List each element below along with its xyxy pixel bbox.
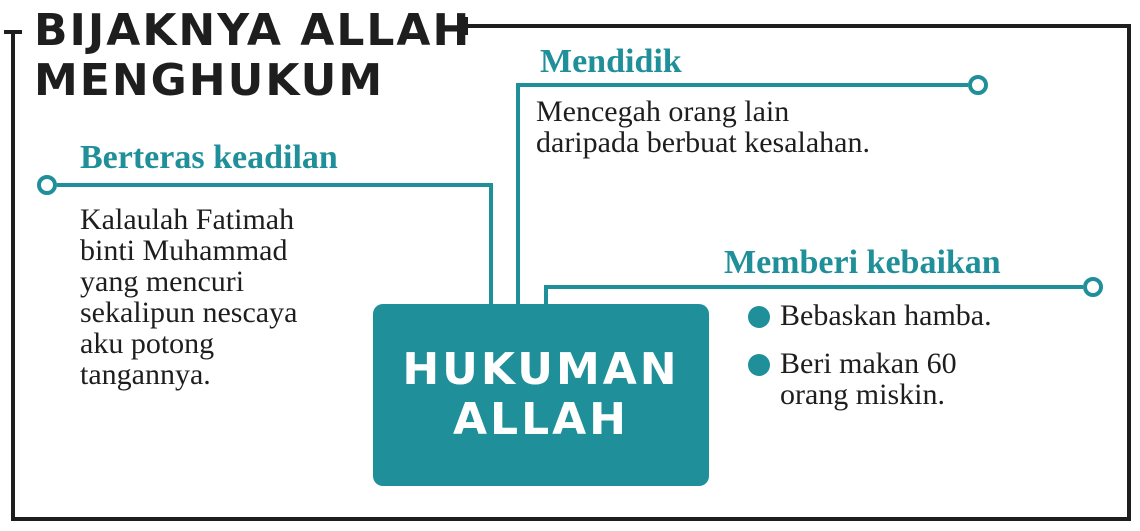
heading-berteras: Berteras keadilan xyxy=(80,139,338,176)
text-berteras-line-4: sekalipun nescaya xyxy=(80,296,298,329)
text-mendidik xyxy=(536,96,870,158)
node-circle-memberi xyxy=(1085,279,1101,295)
page-title xyxy=(34,6,471,106)
bullet-item-makan xyxy=(748,348,957,410)
title-line-1: BIJAKNYA ALLAH xyxy=(34,5,472,56)
bullet-dot-icon xyxy=(748,354,770,376)
text-mendidik-line-1: Mencegah orang lain xyxy=(536,95,790,128)
center-box-hukuman-allah xyxy=(373,304,709,486)
bullet-item-bebaskan xyxy=(748,300,992,331)
node-circle-berteras xyxy=(39,177,55,193)
center-line-2: ALLAH xyxy=(452,394,629,445)
heading-memberi: Memberi kebaikan xyxy=(724,244,1001,281)
text-berteras-line-3: yang mencuri xyxy=(80,265,245,298)
title-line-2: MENGHUKUM xyxy=(34,55,385,106)
bullet-text-makan-line-2: orang miskin. xyxy=(780,378,945,411)
center-line-1: HUKUMAN xyxy=(402,344,680,395)
text-berteras-line-2: binti Muhammad xyxy=(80,234,288,267)
text-mendidik-line-2: daripada berbuat kesalahan. xyxy=(536,126,870,159)
text-berteras-line-5: aku potong xyxy=(80,327,215,360)
text-berteras-line-6: tangannya. xyxy=(80,358,211,391)
heading-mendidik: Mendidik xyxy=(540,43,682,80)
bullet-text-makan-line-1: Beri makan 60 xyxy=(780,347,957,380)
text-berteras xyxy=(80,204,297,390)
node-circle-mendidik xyxy=(970,77,986,93)
bullet-text-bebaskan-line-1: Bebaskan hamba. xyxy=(780,299,992,332)
bullet-text-makan xyxy=(780,348,957,410)
bullet-text-bebaskan xyxy=(780,300,992,331)
bullet-dot-icon xyxy=(748,306,770,328)
text-berteras-line-1: Kalaulah Fatimah xyxy=(80,203,295,236)
